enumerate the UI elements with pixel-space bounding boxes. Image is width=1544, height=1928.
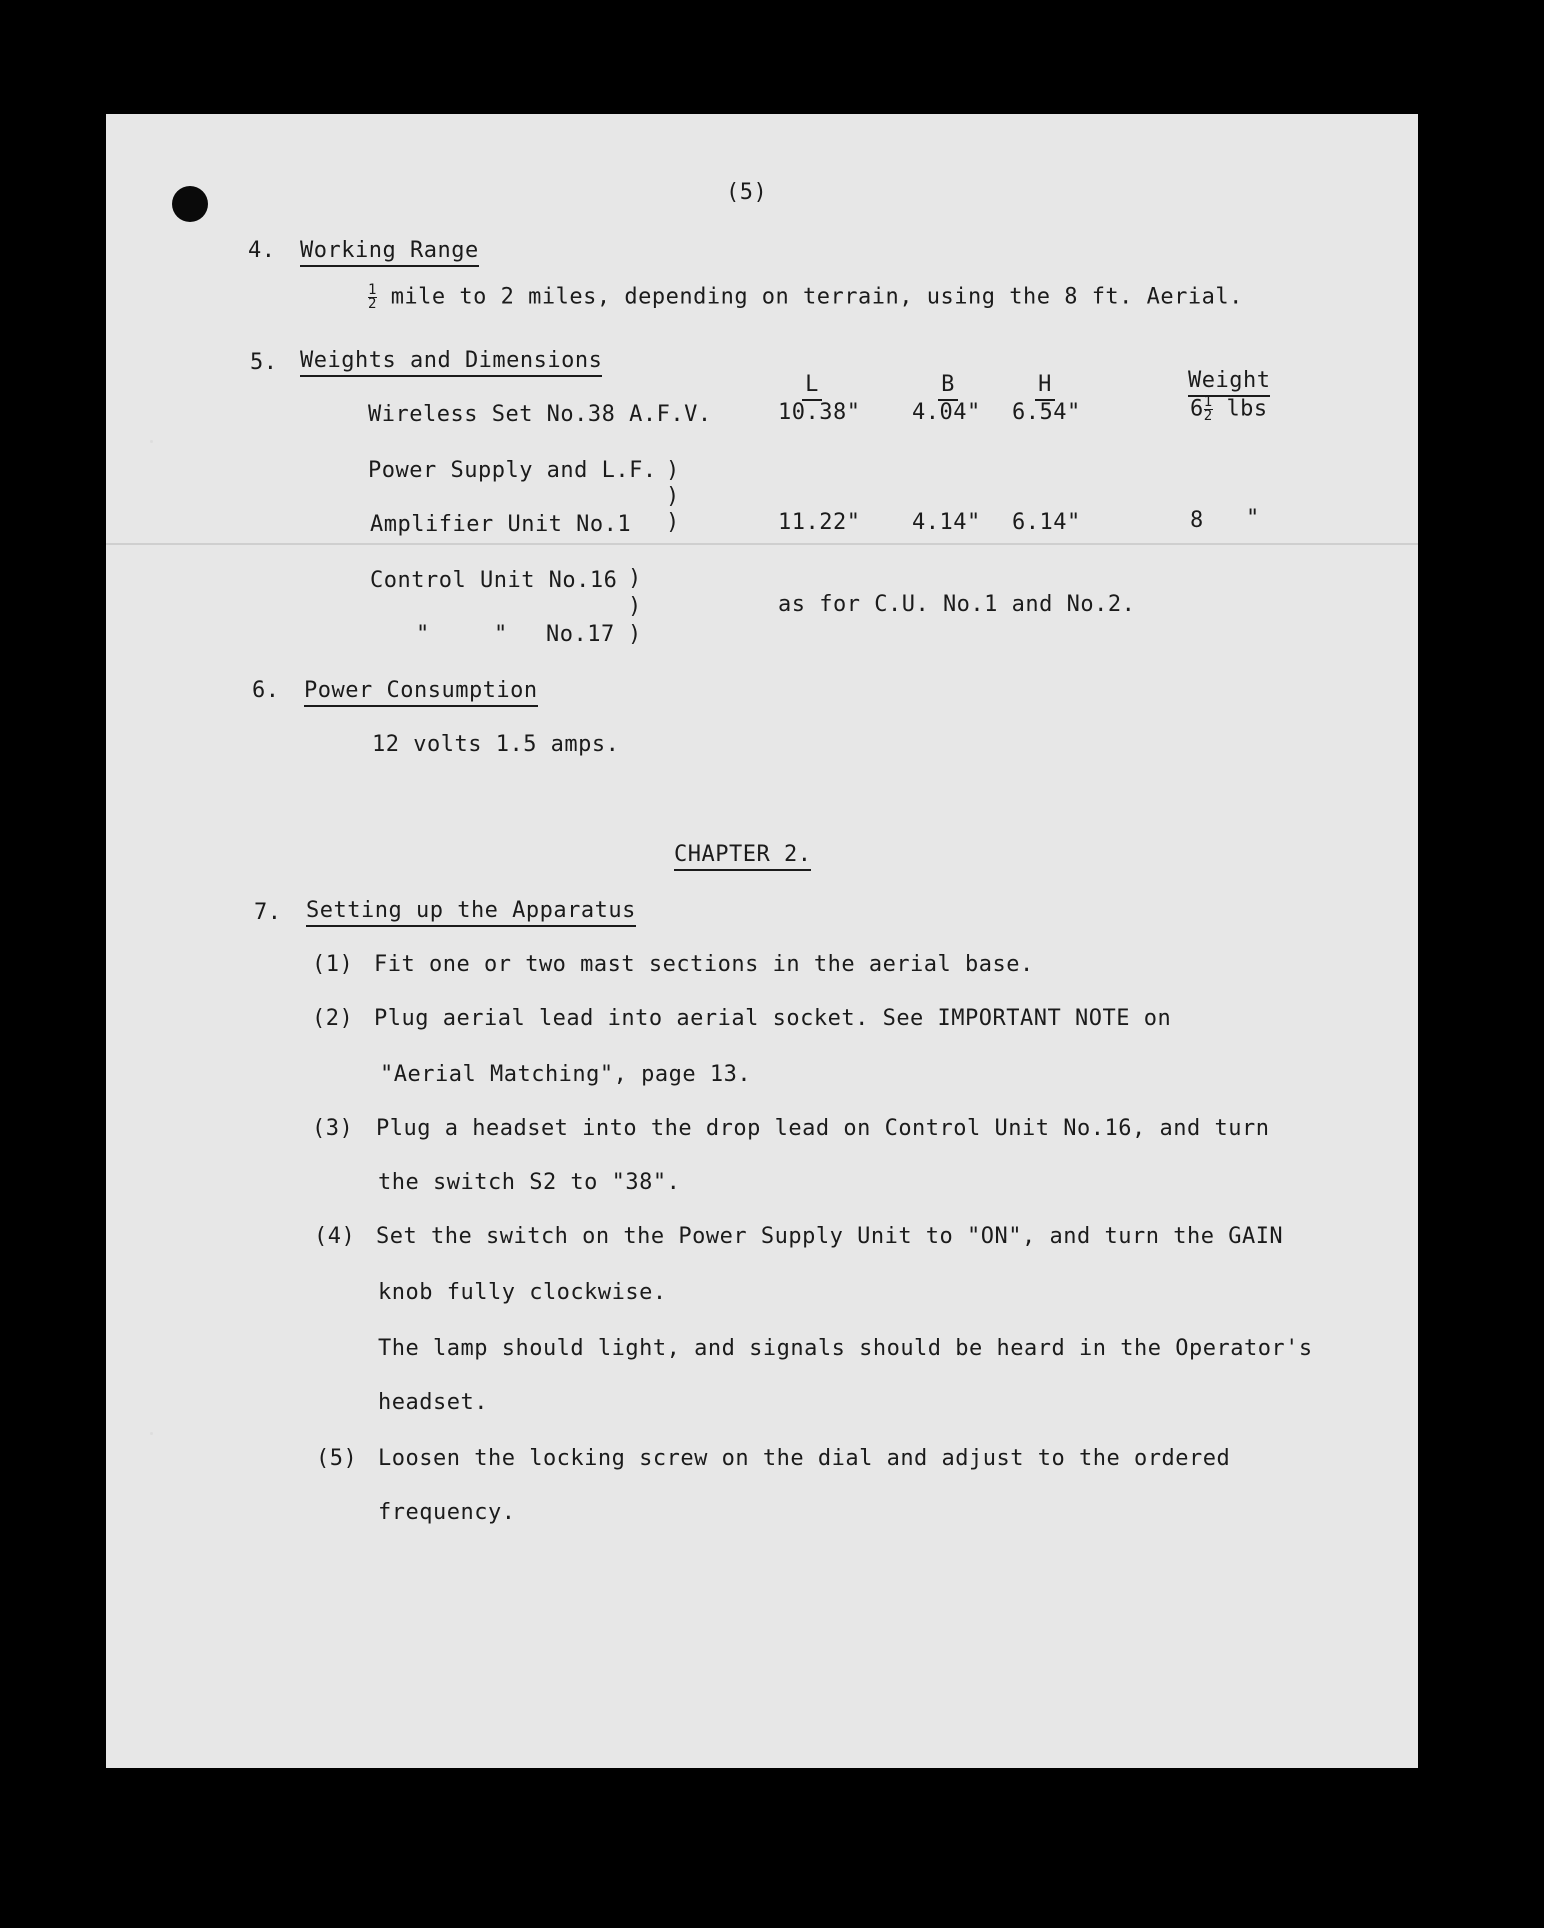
s4-number: 4. (248, 238, 276, 263)
step-5-number: (5) (316, 1446, 358, 1471)
row2-l: 11.22" (778, 510, 861, 535)
step-2-line-1: Plug aerial lead into aerial socket. See IMPORTANT NOTE on (374, 1006, 1172, 1031)
row2-label-1: Power Supply and L.F. (368, 458, 657, 483)
row2-weight: 8 (1190, 508, 1204, 533)
col-weight-header: Weight (1188, 368, 1270, 397)
row1-b: 4.04" (912, 400, 981, 425)
step-3-number: (3) (312, 1116, 354, 1141)
step-3-line-2: the switch S2 to "38". (378, 1170, 681, 1195)
s5-number: 5. (250, 350, 278, 375)
step-4-line-1: Set the switch on the Power Supply Unit to "ON", and turn the GAIN (376, 1224, 1284, 1249)
step-1-number: (1) (312, 952, 354, 977)
s7-heading: Setting up the Apparatus (306, 898, 636, 927)
row2-paren-3: ) (666, 510, 680, 535)
s6-heading: Power Consumption (304, 678, 538, 707)
step-4-line-3: The lamp should light, and signals should be heard in the Operator's (378, 1336, 1313, 1361)
step-1-line-1: Fit one or two mast sections in the aerial base. (374, 952, 1034, 977)
s4-heading: Working Range (300, 238, 479, 267)
step-4-line-4: headset. (378, 1390, 488, 1415)
speck (150, 1432, 153, 1435)
col-l-header: L (802, 372, 822, 401)
step-3-line-1: Plug a headset into the drop lead on Control Unit No.16, and turn (376, 1116, 1270, 1141)
chapter-heading: CHAPTER 2. (674, 842, 811, 871)
col-h-header: H (1035, 372, 1055, 401)
s4-text (368, 284, 1243, 311)
step-4-line-2: knob fully clockwise. (378, 1280, 667, 1305)
step-2-line-2: "Aerial Matching", page 13. (380, 1062, 752, 1087)
s4-body: mile to 2 miles, depending on terrain, using the 8 ft. Aerial. (390, 284, 1243, 310)
row2-paren-1: ) (666, 458, 680, 483)
punch-hole (172, 186, 208, 222)
step-5-line-2: frequency. (378, 1500, 516, 1525)
row1-label: Wireless Set No.38 A.F.V. (368, 402, 712, 427)
row3-ditto-2: " (494, 622, 508, 647)
step-2-number: (2) (312, 1006, 354, 1031)
row3-paren-3: ) (628, 622, 642, 647)
row3-label-2: No.17 (546, 622, 615, 647)
row2-h: 6.14" (1012, 510, 1081, 535)
row2-paren-2: ) (666, 484, 680, 509)
page-number: (5) (726, 180, 768, 205)
row1-h: 6.54" (1012, 400, 1081, 425)
row3-label-1: Control Unit No.16 (370, 568, 618, 593)
row1-weight: 6 $\frac{1}{2}$ lbs (1190, 394, 1268, 424)
s6-number: 6. (252, 678, 280, 703)
step-4-number: (4) (314, 1224, 356, 1249)
row3-paren-2: ) (628, 594, 642, 619)
row1-l: 10.38" (778, 400, 861, 425)
speck (150, 440, 153, 443)
row2-weight-ditto: " (1246, 506, 1260, 531)
row2-label-2: Amplifier Unit No.1 (370, 512, 632, 537)
s6-text: 12 volts 1.5 amps. (372, 732, 620, 757)
row3-ditto-1: " (416, 622, 430, 647)
row3-paren-1: ) (628, 566, 642, 591)
row3-note: as for C.U. No.1 and No.2. (778, 592, 1136, 617)
row2-b: 4.14" (912, 510, 981, 535)
col-b-header: B (938, 372, 958, 401)
s5-heading: Weights and Dimensions (300, 348, 602, 377)
s7-number: 7. (254, 900, 282, 925)
half-fraction: $\frac{1}{2}$ (368, 282, 377, 312)
step-5-line-1: Loosen the locking screw on the dial and adjust to the ordered (378, 1446, 1231, 1471)
